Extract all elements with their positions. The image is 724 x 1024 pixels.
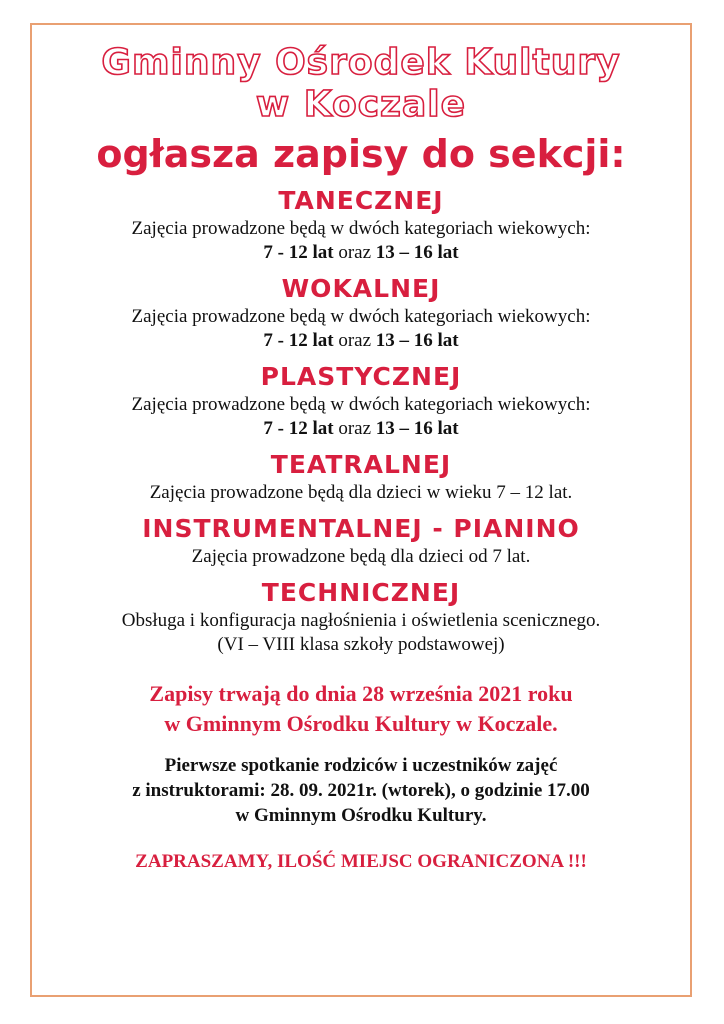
- section-wokalna: [32, 273, 690, 353]
- section-teatralna: [32, 449, 690, 505]
- meeting-line-2: z instruktorami: 28. 09. 2021r. (wtorek), o godzinie 17.00: [132, 780, 590, 801]
- registration-line-2: w Gminnym Ośrodku Kultury w Koczale.: [164, 711, 558, 736]
- section-description: Zajęcia prowadzone będą w dwóch kategoriach wiekowych:: [131, 306, 591, 327]
- section-heading: INSTRUMENTALNEJ - PIANINO: [142, 514, 580, 543]
- section-taneczna: [32, 185, 690, 265]
- section-description: Zajęcia prowadzone będą w dwóch kategoriach wiekowych:: [131, 394, 591, 415]
- section-heading: TEATRALNEJ: [270, 450, 452, 479]
- age-conj: oraz: [338, 242, 372, 263]
- meeting-line-1: Pierwsze spotkanie rodziców i uczestników zajęć: [164, 755, 558, 776]
- title-line-3: ogłasza zapisy do sekcji:: [96, 132, 626, 176]
- age-group-1: 7 - 12 lat: [263, 418, 334, 439]
- title-line-2: w Koczale: [255, 84, 467, 125]
- age-group-1: 7 - 12 lat: [263, 330, 334, 351]
- section-ages: [32, 417, 690, 441]
- section-techniczna: [32, 577, 690, 657]
- title-line-1: Gminny Ośrodek Kultury: [101, 42, 621, 83]
- section-plastyczna: [32, 361, 690, 441]
- age-group-2: 13 – 16 lat: [375, 242, 459, 263]
- section-instrumentalna: [32, 513, 690, 569]
- invite-text: ZAPRASZAMY, ILOŚĆ MIEJSC OGRANICZONA !!!: [135, 851, 587, 872]
- age-group-2: 13 – 16 lat: [375, 418, 459, 439]
- meeting-line-3: w Gminnym Ośrodku Kultury.: [235, 805, 487, 826]
- section-heading: WOKALNEJ: [281, 274, 441, 303]
- section-ages: [32, 241, 690, 265]
- section-description: Zajęcia prowadzone będą dla dzieci w wieku 7 – 12 lat.: [149, 482, 573, 503]
- registration-info: [32, 679, 690, 739]
- poster-content: [32, 25, 690, 874]
- section-description: Obsługa i konfiguracja nagłośnienia i oświetlenia scenicznego.: [121, 610, 601, 631]
- section-heading: TANECZNEJ: [278, 186, 444, 215]
- section-description: Zajęcia prowadzone będą dla dzieci od 7 lat.: [191, 546, 531, 567]
- meeting-info: [32, 753, 690, 828]
- age-conj: oraz: [338, 418, 372, 439]
- section-description-2: (VI – VIII klasa szkoły podstawowej): [217, 634, 505, 655]
- age-group-2: 13 – 16 lat: [375, 330, 459, 351]
- registration-line-1: Zapisy trwają do dnia 28 września 2021 roku: [149, 681, 573, 706]
- section-heading: PLASTYCZNEJ: [260, 362, 462, 391]
- section-heading: TECHNICZNEJ: [261, 578, 461, 607]
- section-description: Zajęcia prowadzone będą w dwóch kategoriach wiekowych:: [131, 218, 591, 239]
- age-group-1: 7 - 12 lat: [263, 242, 334, 263]
- section-ages: [32, 329, 690, 353]
- age-conj: oraz: [338, 330, 372, 351]
